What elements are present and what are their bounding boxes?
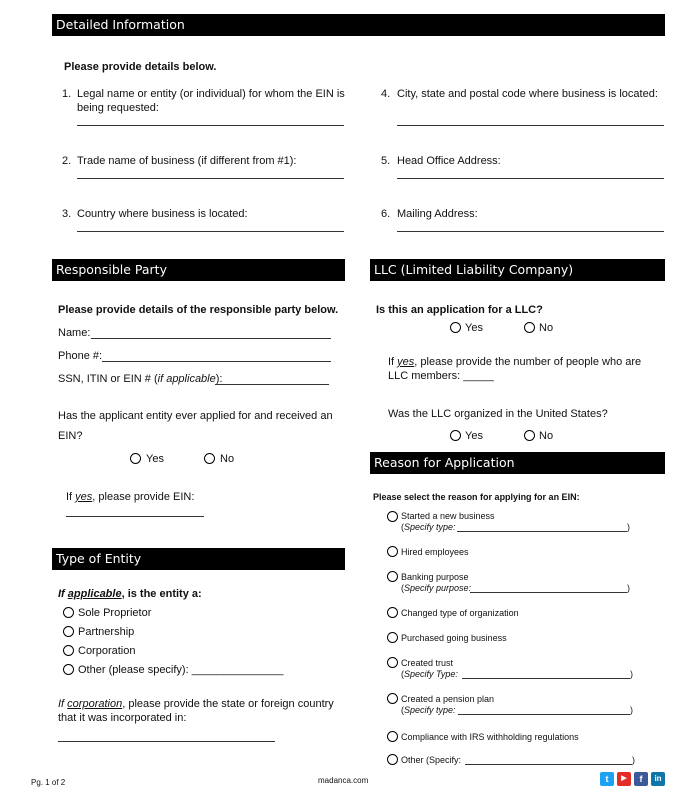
entity-question-part1: If (58, 588, 68, 600)
q2-label: Trade name of business (if different from #1): (77, 155, 297, 167)
reason-pension-sub-label: Specify type: (404, 705, 456, 715)
responsible-intro: Please provide details of the responsible party below. (58, 304, 339, 316)
corp-country-field[interactable] (58, 741, 275, 742)
reason-banking-sub (401, 582, 471, 595)
llc-yes-radio[interactable] (450, 322, 461, 333)
reason-trust-sub-label: Specify Type: (404, 669, 458, 679)
reason-pension-paren-open: ( (401, 705, 404, 715)
corp-question-italic: corporation (67, 698, 123, 710)
q5-answer-line[interactable] (397, 178, 664, 179)
name-field[interactable] (91, 338, 331, 339)
reason-new-business-sub-label: Specify type: (404, 522, 456, 532)
llc-no-radio[interactable] (524, 322, 535, 333)
reason-hired-radio[interactable] (387, 546, 398, 557)
llc-us-question: Was the LLC organized in the United States? (388, 408, 608, 420)
q3-answer-line[interactable] (77, 231, 344, 232)
q4-number: 4. (381, 88, 391, 100)
reason-new-business-paren-close: ) (627, 522, 630, 532)
section-header-entity: Type of Entity (52, 548, 345, 570)
llc-yes-label: Yes (465, 322, 483, 334)
entity-sole-label: Sole Proprietor (78, 607, 152, 619)
q6-answer-line[interactable] (397, 231, 664, 232)
q3-number: 3. (62, 208, 72, 220)
reason-banking-radio[interactable] (387, 571, 398, 582)
applied-yes-label: Yes (146, 453, 164, 465)
reason-compliance-label: Compliance with IRS withholding regulations (401, 732, 579, 742)
q3-label: Country where business is located: (77, 208, 248, 220)
reason-other-label: Other (Specify: (401, 755, 462, 765)
reason-purchased-radio[interactable] (387, 632, 398, 643)
reason-pension-label: Created a pension plan (401, 694, 495, 704)
applied-no-radio[interactable] (204, 453, 215, 464)
entity-corporation-radio[interactable] (63, 645, 74, 656)
entity-partnership-radio[interactable] (63, 626, 74, 637)
ssn-label-part3: ): (215, 373, 223, 385)
phone-label: Phone #: (58, 350, 103, 362)
entity-other-radio[interactable] (63, 664, 74, 675)
entity-sole-radio[interactable] (63, 607, 74, 618)
ssn-label-part1: SSN, ITIN or EIN # ( (58, 373, 158, 385)
applied-no-label: No (220, 453, 235, 465)
footer-site[interactable]: madanca.com (318, 776, 369, 785)
q6-number: 6. (381, 208, 391, 220)
reason-pension-paren-close: ) (630, 705, 633, 715)
reason-trust-radio[interactable] (387, 657, 398, 668)
llc-us-no-radio[interactable] (524, 430, 535, 441)
twitter-icon[interactable]: t (600, 772, 614, 786)
llc-us-yes-label: Yes (465, 430, 483, 442)
entity-question-part3: , is the entity a: (121, 588, 202, 600)
reason-other-radio[interactable] (387, 754, 398, 765)
reason-new-business-label: Started a new business (401, 511, 495, 521)
reason-pension-field[interactable] (458, 714, 630, 715)
q4-answer-line[interactable] (397, 125, 664, 126)
llc-no-label: No (539, 322, 554, 334)
entity-question (58, 588, 202, 601)
q6-label: Mailing Address: (397, 208, 478, 220)
section-header-llc: LLC (Limited Liability Company) (370, 259, 665, 281)
reason-compliance-radio[interactable] (387, 731, 398, 742)
reason-new-business-radio[interactable] (387, 511, 398, 522)
q2-number: 2. (62, 155, 72, 167)
reason-pension-radio[interactable] (387, 693, 398, 704)
reason-trust-field[interactable] (462, 678, 630, 679)
ifyes-ein-italic: yes (75, 491, 93, 503)
entity-partnership-label: Partnership (78, 626, 135, 638)
q1-label-line1: Legal name or entity (or individual) for whom the EIN is (77, 88, 345, 100)
q1-label-line2: being requested: (77, 102, 159, 114)
q1-number: 1. (62, 88, 72, 100)
ssn-field[interactable] (215, 384, 329, 385)
facebook-icon[interactable]: f (634, 772, 648, 786)
applied-question-line2: EIN? (58, 430, 83, 442)
section-header-detailed: Detailed Information (52, 14, 665, 36)
llc-us-yes-radio[interactable] (450, 430, 461, 441)
ein-field[interactable] (66, 516, 204, 517)
reason-pension-sub (401, 704, 456, 717)
linkedin-icon[interactable]: in (651, 772, 665, 786)
applied-yes-radio[interactable] (130, 453, 141, 464)
applied-question-line1: Has the applicant entity ever applied for and received an (58, 410, 333, 422)
reason-new-business-paren-open: ( (401, 522, 404, 532)
reason-banking-sub-label: Specify purpose: (404, 583, 472, 593)
reason-banking-field[interactable] (470, 592, 627, 593)
llc-members-italic: yes (397, 356, 415, 368)
reason-banking-paren-close: ) (627, 583, 630, 593)
page-number: Pg. 1 of 2 (31, 778, 66, 787)
llc-members-line1 (388, 356, 641, 369)
phone-field[interactable] (102, 361, 331, 362)
reason-purchased-label: Purchased going business (401, 633, 507, 643)
reason-changed-label: Changed type of organization (401, 608, 519, 618)
reason-new-business-sub (401, 521, 456, 534)
reason-changed-radio[interactable] (387, 607, 398, 618)
reason-intro: Please select the reason for applying for an EIN: (373, 492, 580, 502)
ifyes-ein-label (66, 491, 194, 504)
section-header-reason: Reason for Application (370, 452, 665, 474)
reason-trust-label: Created trust (401, 658, 454, 668)
q5-number: 5. (381, 155, 391, 167)
q2-answer-line[interactable] (77, 178, 344, 179)
reason-hired-label: Hired employees (401, 547, 469, 557)
corp-question-part3: , please provide the state or foreign country (122, 698, 334, 710)
corp-question-line2: that it was incorporated in: (58, 712, 187, 724)
entity-other-label: Other (please specify): _______________ (78, 664, 284, 676)
reason-banking-paren-open: ( (401, 583, 404, 593)
reason-other-field[interactable] (465, 764, 632, 765)
name-label: Name: (58, 327, 91, 339)
reason-banking-label: Banking purpose (401, 572, 469, 582)
detailed-intro: Please provide details below. (64, 61, 217, 73)
corp-question-part1: If (58, 698, 68, 710)
llc-members-part3: , please provide the number of people who are (414, 356, 642, 368)
q4-label: City, state and postal code where business is located: (397, 88, 658, 100)
corp-question-line1 (58, 698, 334, 711)
llc-members-part1: If (388, 356, 398, 368)
reason-trust-paren-open: ( (401, 669, 404, 679)
section-header-responsible: Responsible Party (52, 259, 345, 281)
ssn-label (58, 373, 222, 386)
llc-question: Is this an application for a LLC? (376, 304, 543, 316)
entity-corporation-label: Corporation (78, 645, 136, 657)
youtube-icon[interactable]: ▶ (617, 772, 631, 786)
reason-other-paren-close: ) (632, 755, 635, 765)
reason-new-business-field[interactable] (457, 531, 627, 532)
reason-trust-paren-close: ) (630, 669, 633, 679)
llc-us-no-label: No (539, 430, 554, 442)
q5-label: Head Office Address: (397, 155, 501, 167)
ifyes-ein-part3: , please provide EIN: (92, 491, 195, 503)
ssn-label-italic: if applicable (157, 373, 216, 385)
ifyes-ein-part1: If (66, 491, 76, 503)
entity-question-underlined: applicable (67, 588, 122, 600)
q1-answer-line[interactable] (77, 125, 344, 126)
reason-trust-sub (401, 668, 458, 681)
llc-members-line2: LLC members: _____ (388, 370, 494, 382)
